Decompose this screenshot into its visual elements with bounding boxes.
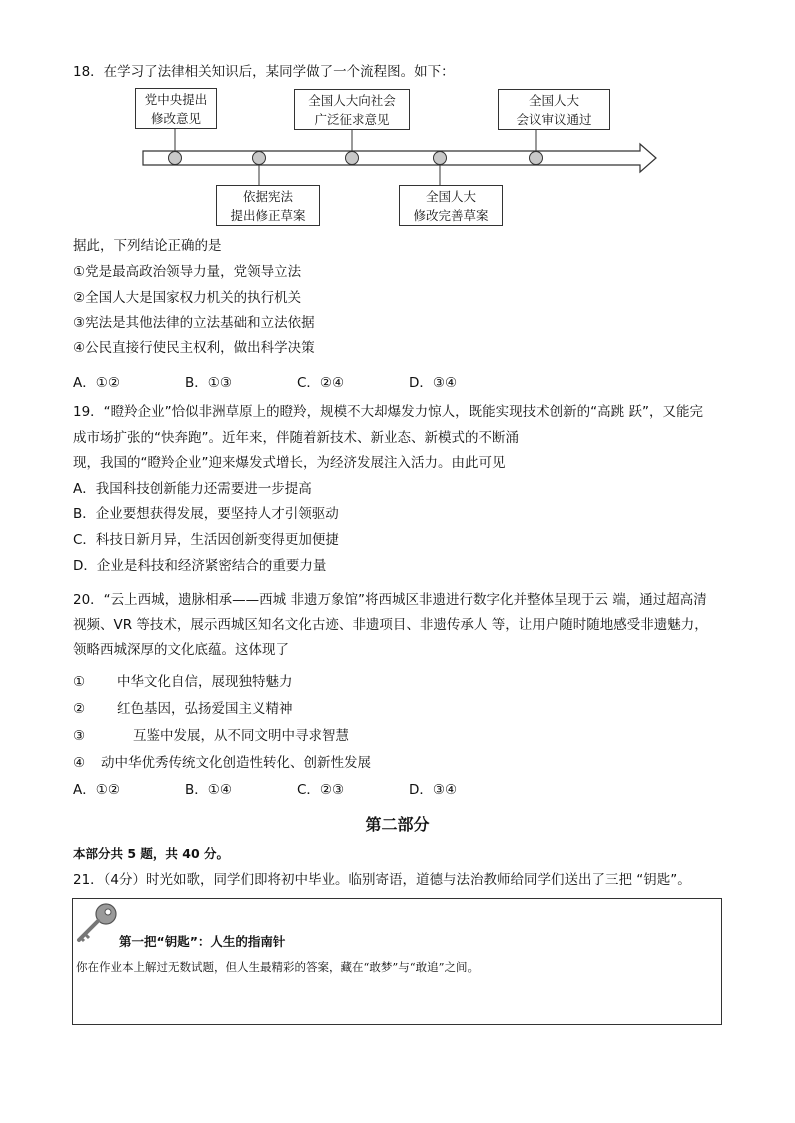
flow-box-line: 修改意见 — [150, 111, 201, 126]
q18-item: ②全国人大是国家权力机关的执行机关 — [73, 290, 302, 306]
key-card-title: 第一把“钥匙”：人生的指南针 — [119, 934, 286, 949]
flow-box-line: 全国人大 — [528, 93, 579, 108]
q20-item — [73, 754, 371, 772]
item-number: ③ — [73, 728, 86, 744]
item-number: ② — [73, 701, 86, 717]
key-card-text: 你在作业本上解过无数试题，但人生最精彩的答案，藏在“敢梦”与“敢追”之间。 — [76, 960, 480, 974]
option-b[interactable]: B．①④ — [185, 782, 232, 798]
section-note: 本部分共 5 题，共 40 分。 — [73, 846, 230, 861]
q19-option-a[interactable]: A．我国科技创新能力还需要进一步提高 — [73, 481, 312, 497]
q19-option-d[interactable]: D．企业是科技和经济紧密结合的重要力量 — [73, 558, 327, 574]
q18-item: ④公民直接行使民主权利，做出科学决策 — [73, 340, 315, 356]
item-text: 动中华优秀传统文化创造性转化、创新性发展 — [101, 755, 371, 771]
flow-box-line: 提出修正草案 — [230, 208, 306, 223]
flow-box-line: 修改完善草案 — [413, 208, 489, 223]
q18-item: ③宪法是其他法律的立法基础和立法依据 — [73, 315, 315, 331]
item-number: ① — [73, 674, 86, 690]
arrow-right-icon — [143, 144, 656, 172]
q19-stem-line2: 成市场扩张的“快奔跑”。近年来，伴随着新技术、新业态、新模式的不断涌 — [73, 430, 519, 446]
flow-box-line: 依据宪法 — [242, 189, 293, 204]
q19-stem-line1: 19．“瞪羚企业”恰似非洲草原上的瞪羚，规模不大却爆发力惊人，既能实现技术创新的“高跳 跃”，又能完 — [73, 404, 703, 420]
flow-box-draft — [216, 185, 320, 226]
flow-box-line: 全国人大 — [425, 189, 476, 204]
flow-box-approval — [498, 89, 610, 130]
key-card — [72, 898, 722, 1025]
q20-item — [73, 727, 349, 745]
q18-lead: 据此，下列结论正确的是 — [73, 238, 222, 254]
q19-stem-line3: 现，我国的“瞪羚企业”迎来爆发式增长，为经济发展注入活力。由此可见 — [73, 455, 506, 471]
flow-box-line: 党中央提出 — [144, 92, 208, 107]
item-text: 红色基因，弘扬爱国主义精神 — [117, 701, 293, 717]
flow-box-line: 广泛征求意见 — [314, 112, 390, 127]
q20-item — [73, 700, 293, 718]
flow-node-5 — [530, 152, 543, 165]
q18-stem: 18．在学习了法律相关知识后，某同学做了一个流程图。如下： — [73, 64, 455, 80]
key-icon — [75, 901, 121, 945]
q20-options — [73, 781, 457, 799]
item-text: 互鉴中发展，从不同文明中寻求智慧 — [133, 728, 349, 744]
q18-options — [73, 374, 457, 392]
option-c[interactable]: C．②④ — [297, 375, 345, 391]
flow-node-3 — [346, 152, 359, 165]
option-d[interactable]: D．③④ — [409, 782, 458, 798]
option-b[interactable]: B．①③ — [185, 375, 232, 391]
q18-item: ①党是最高政治领导力量，党领导立法 — [73, 264, 302, 280]
q19-option-c[interactable]: C．科技日新月异，生活因创新变得更加便捷 — [73, 532, 339, 548]
option-a[interactable]: A．①② — [73, 782, 120, 798]
flow-node-4 — [434, 152, 447, 165]
option-a[interactable]: A．①② — [73, 375, 120, 391]
flow-box-line: 会议审议通过 — [516, 112, 592, 127]
q20-item — [73, 673, 293, 691]
q20-stem-line1: 20．“云上西城，遗脉相承——西城 非遗万象馆”将西城区非遗进行数字化并整体呈现于云 端，通过超高清 — [73, 592, 707, 608]
q20-stem-line2: 视频、VR 等技术，展示西城区知名文化古迹、非遗项目、非遗传承人 等，让用户随时随地感受非遗魅力， — [73, 617, 708, 633]
item-number: ④ — [73, 755, 86, 771]
item-text: 中华文化自信，展现独特魅力 — [117, 674, 293, 690]
q21-stem: 21．（4分）时光如歌，同学们即将初中毕业。临别寄语，道德与法治教师给同学们送出了三把 “钥匙”。 — [73, 872, 691, 888]
section-title: 第二部分 — [365, 815, 430, 834]
flow-box-revise — [399, 185, 503, 226]
flow-node-1 — [169, 152, 182, 165]
q20-stem-line3: 领略西城深厚的文化底蕴。这体现了 — [73, 642, 289, 658]
option-c[interactable]: C．②③ — [297, 782, 345, 798]
option-d[interactable]: D．③④ — [409, 375, 458, 391]
flow-box-line: 全国人大向社会 — [308, 93, 396, 108]
flow-box-public-opinion — [294, 89, 410, 130]
q19-option-b[interactable]: B．企业要想获得发展，要坚持人才引领驱动 — [73, 506, 339, 522]
flow-box-party-proposal — [135, 88, 217, 129]
flow-node-2 — [253, 152, 266, 165]
